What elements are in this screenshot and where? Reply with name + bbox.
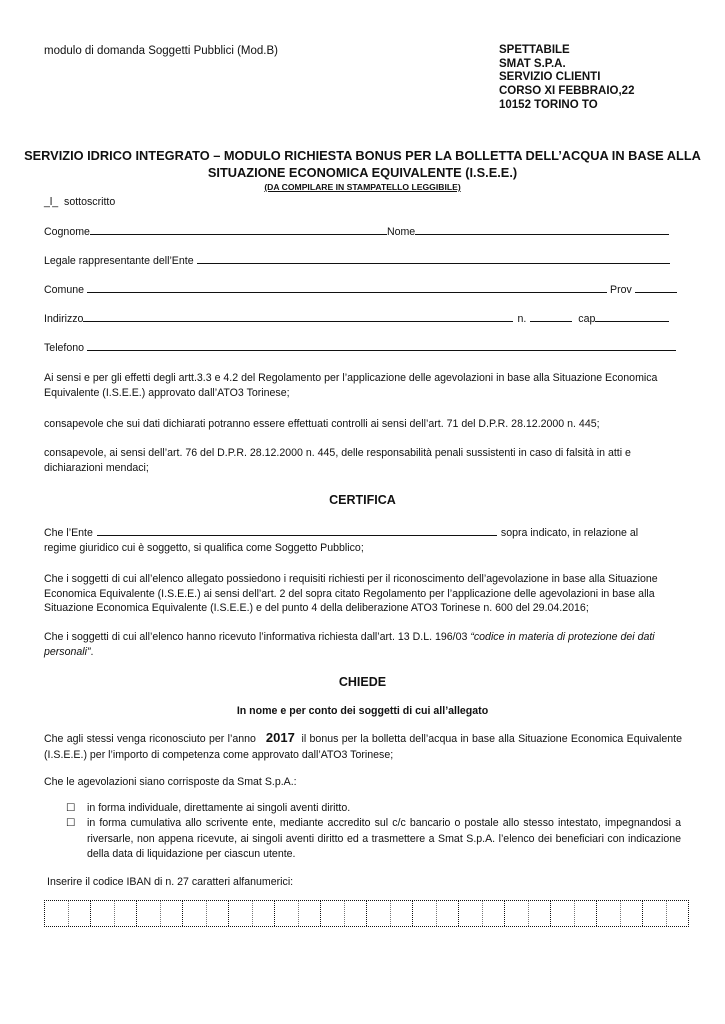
iban-char-box[interactable]	[551, 901, 597, 926]
indirizzo-label: Indirizzo	[44, 313, 84, 325]
iban-char-box[interactable]	[413, 901, 459, 926]
nome-label: Nome	[386, 226, 416, 238]
comune-field[interactable]	[87, 284, 607, 293]
declaration-paragraph: consapevole, ai sensi dell’art. 76 del D.P.R. 28.12.2000 n. 445, delle responsabilità penali sussistenti in caso di falsità in atti e dichiarazioni mendaci;	[44, 447, 631, 474]
title-line-1: SERVIZIO IDRICO INTEGRATO – MODULO RICHIESTA BONUS PER LA BOLLETTA DELL’ACQUA IN BASE ALLA	[24, 148, 701, 163]
ente-suffix: sopra indicato, in relazione al	[500, 527, 639, 539]
telefono-label: Telefono	[44, 342, 85, 354]
certifica-paragraph: Che i soggetti di cui all’elenco allegato possiedono i requisiti richiesti per il riconoscimento dell’agevolazione in base alla Situazione Economica Equivalente (I.S.E.E.) ai sensi dell’art. 2 del sopra citato Regolamento per l’applicazione delle agevolazioni in base alla Situazione Economica Equivalente (I.S.E.E.) e del punto 4 della deliberazione ATO3 Torinese n. 600 del 29.04.2016;	[44, 573, 658, 614]
payment-intro: Che le agevolazioni siano corrisposte da Smat S.p.A.:	[44, 776, 297, 788]
nome-field[interactable]	[415, 226, 669, 235]
cap-field[interactable]	[595, 313, 669, 322]
civic-number-label: n.	[517, 313, 527, 325]
ente-field[interactable]	[97, 527, 497, 536]
document-subtitle: (DA COMPILARE IN STAMPATELLO LEGGIBILE)	[264, 182, 461, 192]
iban-char-box[interactable]	[229, 901, 275, 926]
title-line-2: SITUAZIONE ECONOMICA EQUIVALENTE (I.S.E.E.)	[207, 164, 518, 180]
form-label: modulo di domanda Soggetti Pubblici (Mod.B)	[44, 45, 278, 57]
iban-char-box[interactable]	[91, 901, 137, 926]
address-line: CORSO XI FEBBRAIO,22	[499, 85, 635, 98]
privacy-quote: “codice in materia di protezione dei dati personali”	[44, 631, 655, 658]
indirizzo-field[interactable]	[83, 313, 513, 322]
iban-char-box[interactable]	[597, 901, 643, 926]
iban-char-box[interactable]	[137, 901, 183, 926]
address-line: SMAT S.P.A.	[499, 57, 566, 70]
checkbox-individual[interactable]: ☐	[66, 802, 76, 814]
certifica-heading: CERTIFICA	[329, 493, 396, 507]
civic-number-field[interactable]	[530, 313, 572, 322]
checkbox-cumulative[interactable]: ☐	[66, 817, 76, 829]
declaration-paragraph: Ai sensi e per gli effetti degli artt.3.3 e 4.2 del Regolamento per l’applicazione delle agevolazioni in base alla Situazione Economica Equivalente (I.S.E.E.) approvato dall’ATO3 Torinese;	[44, 372, 658, 399]
chiede-heading: CHIEDE	[338, 675, 387, 689]
iban-char-box[interactable]	[505, 901, 551, 926]
recipient-address	[499, 44, 634, 113]
cognome-field[interactable]	[90, 226, 387, 235]
iban-char-box[interactable]	[643, 901, 688, 926]
chiede-subheading: In nome e per conto dei soggetti di cui all’allegato	[236, 705, 489, 717]
iban-label: Inserire il codice IBAN di n. 27 caratteri alfanumerici:	[47, 876, 294, 888]
iban-char-box[interactable]	[183, 901, 229, 926]
prov-field[interactable]	[635, 284, 677, 293]
sottoscritto-label: _l_ sottoscritto	[44, 196, 116, 208]
bonus-year: 2017	[265, 730, 295, 745]
prov-label: Prov	[610, 284, 632, 296]
ente-row	[44, 527, 638, 539]
comune-label: Comune	[44, 284, 85, 296]
telefono-field[interactable]	[87, 342, 676, 351]
option-individual: in forma individuale, direttamente ai singoli aventi diritto.	[87, 802, 351, 814]
iban-char-box[interactable]	[459, 901, 505, 926]
iban-char-box[interactable]	[367, 901, 413, 926]
ente-prefix: Che l’Ente	[44, 527, 93, 539]
option-cumulative: in forma cumulativa allo scrivente ente, mediante accredito sul c/c bancario o postale allo stesso intestato, impegnandosi a riversarle, non appena ricevute, ai singoli aventi diritto ed a trasmettere a Smat S.p.A. l’elenco dei beneficiari con indicazione della data di liquidazione per ciascun utente.	[87, 817, 681, 860]
privacy-text: Che i soggetti di cui all’elenco hanno ricevuto l’informativa richiesta dall’art. 13 D.L. 196/03	[44, 631, 471, 643]
address-line: SPETTABILE	[499, 44, 570, 56]
document-title	[20, 148, 705, 181]
legale-field[interactable]	[197, 255, 670, 264]
address-line: SERVIZIO CLIENTI	[499, 71, 601, 84]
chiede-paragraph	[44, 730, 682, 763]
legale-row	[44, 255, 670, 267]
iban-char-box[interactable]	[45, 901, 91, 926]
cap-label: cap	[578, 313, 596, 325]
iban-char-box[interactable]	[321, 901, 367, 926]
iban-boxes[interactable]	[44, 900, 689, 927]
indirizzo-row	[44, 313, 669, 325]
cognome-row	[44, 226, 669, 238]
comune-row	[44, 284, 677, 296]
cognome-label: Cognome	[44, 226, 90, 238]
privacy-end: .	[90, 646, 94, 658]
iban-char-box[interactable]	[275, 901, 321, 926]
address-line: 10152 TORINO TO	[499, 98, 598, 111]
chiede-text: Che agli stessi venga riconosciuto per l’anno	[44, 733, 256, 745]
declaration-paragraph: consapevole che sui dati dichiarati potranno essere effettuati controlli ai sensi dell’art. 71 del D.P.R. 28.12.2000 n. 445;	[44, 418, 600, 430]
ente-line-2: regime giuridico cui è soggetto, si qualifica come Soggetto Pubblico;	[44, 542, 364, 554]
chiede-text-cont: il bonus per la bolletta dell’acqua in base alla Situazione Economica Equivalente (I.S.E.E.) per l’importo di competenza come approvato dall’ATO3 Torinese;	[44, 733, 683, 761]
legale-label: Legale rappresentante dell’Ente	[44, 255, 194, 267]
telefono-row	[44, 342, 676, 354]
certifica-privacy-paragraph	[44, 630, 682, 660]
